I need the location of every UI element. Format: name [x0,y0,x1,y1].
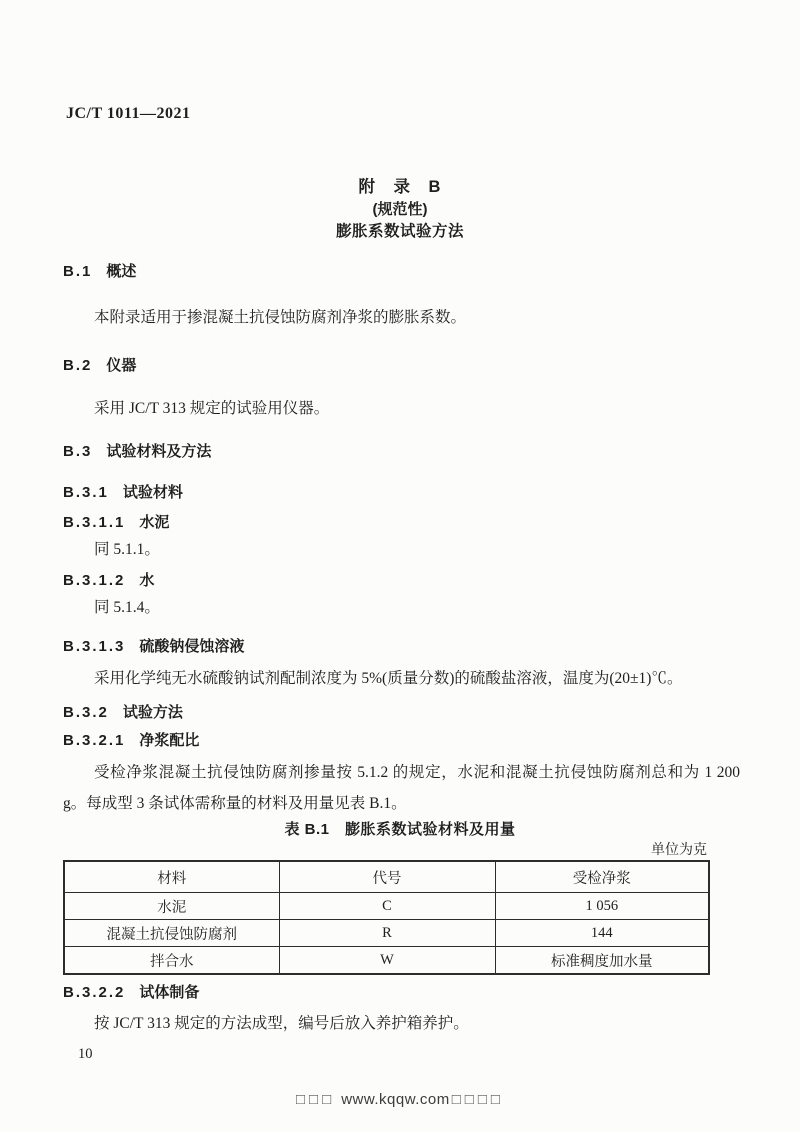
paragraph-b311: 同 5.1.1。 [94,541,160,558]
watermark-prefix-boxes: □□□ [296,1091,336,1108]
table-header-row [64,861,709,893]
heading-b2 [63,354,740,375]
paragraph-b321: 受检净浆混凝土抗侵蚀防腐剂掺量按 5.1.2 的规定，水泥和混凝土抗侵蚀防腐剂总和为 1 200 g。每成型 3 条试体需称量的材料及用量见表 B.1。 [63,764,740,812]
heading-b1 [63,260,740,281]
paragraph-b322: 按 JC/T 313 规定的方法成型，编号后放入养护箱养护。 [94,1015,469,1032]
heading-b32-num: B.3.2 [63,704,109,721]
heading-b3 [63,440,740,461]
heading-b2-num: B.2 [63,357,93,374]
heading-b311-num: B.3.1.1 [63,514,126,531]
table-cell: 1 056 [495,893,709,920]
paragraph-b312: 同 5.1.4。 [94,599,160,616]
heading-b322 [63,981,740,1002]
heading-b321-num: B.3.2.1 [63,732,126,749]
heading-b3-title: 试验材料及方法 [106,443,212,460]
table-cell: 水泥 [64,893,279,920]
table-header-symbol: 代号 [279,861,495,893]
table-cell: C [279,893,495,920]
heading-b1-title: 概述 [106,263,137,280]
doc-code: JC/T 1011—2021 [66,105,191,122]
paragraph-b1: 本附录适用于掺混凝土抗侵蚀防腐剂净浆的膨胀系数。 [94,309,467,326]
heading-b32-title: 试验方法 [122,704,183,721]
table-cell: 混凝土抗侵蚀防腐剂 [64,920,279,947]
table-cell: 144 [495,920,709,947]
appendix-type: (规范性) [372,201,428,218]
appendix-title [0,175,800,243]
heading-b3-num: B.3 [63,443,93,460]
table-row [64,947,709,975]
heading-b311-title: 水泥 [139,514,170,531]
unit-note: 单位为克 [651,843,707,858]
table-row [64,893,709,920]
heading-b31-num: B.3.1 [63,484,109,501]
appendix-name: 膨胀系数试验方法 [335,223,464,240]
paragraph-b2: 采用 JC/T 313 规定的试验用仪器。 [94,400,330,417]
heading-b311 [63,511,740,532]
table-header-sample: 受检净浆 [495,861,709,893]
appendix-label: 附 录 B [358,178,442,196]
paragraph-b313: 采用化学纯无水硫酸钠试剂配制浓度为 5%(质量分数)的硫酸盐溶液，温度为(20±1)℃。 [94,670,683,687]
table-cell: W [279,947,495,975]
table-b1-caption: 表 B.1 膨胀系数试验材料及用量 [284,821,516,838]
heading-b321 [63,729,740,750]
heading-b32 [63,701,740,722]
heading-b313 [63,635,740,656]
page-number: 10 [78,1046,93,1062]
table-cell: 标准稠度加水量 [495,947,709,975]
heading-b2-title: 仪器 [106,357,137,374]
heading-b322-num: B.3.2.2 [63,984,126,1001]
watermark [0,1091,800,1108]
heading-b322-title: 试体制备 [139,984,200,1001]
table-cell: 拌合水 [64,947,279,975]
heading-b312 [63,569,740,590]
heading-b1-num: B.1 [63,263,93,280]
heading-b313-title: 硫酸钠侵蚀溶液 [139,638,245,655]
materials-table [63,860,710,975]
heading-b31 [63,481,740,502]
table-cell: R [279,920,495,947]
heading-b31-title: 试验材料 [122,484,183,501]
heading-b321-title: 净浆配比 [139,732,200,749]
heading-b313-num: B.3.1.3 [63,638,126,655]
watermark-url: www.kqqw.com [341,1091,450,1108]
watermark-suffix-boxes: □□□□ [451,1091,504,1108]
heading-b312-title: 水 [139,572,155,589]
table-row [64,920,709,947]
heading-b312-num: B.3.1.2 [63,572,126,589]
table-header-material: 材料 [64,861,279,893]
